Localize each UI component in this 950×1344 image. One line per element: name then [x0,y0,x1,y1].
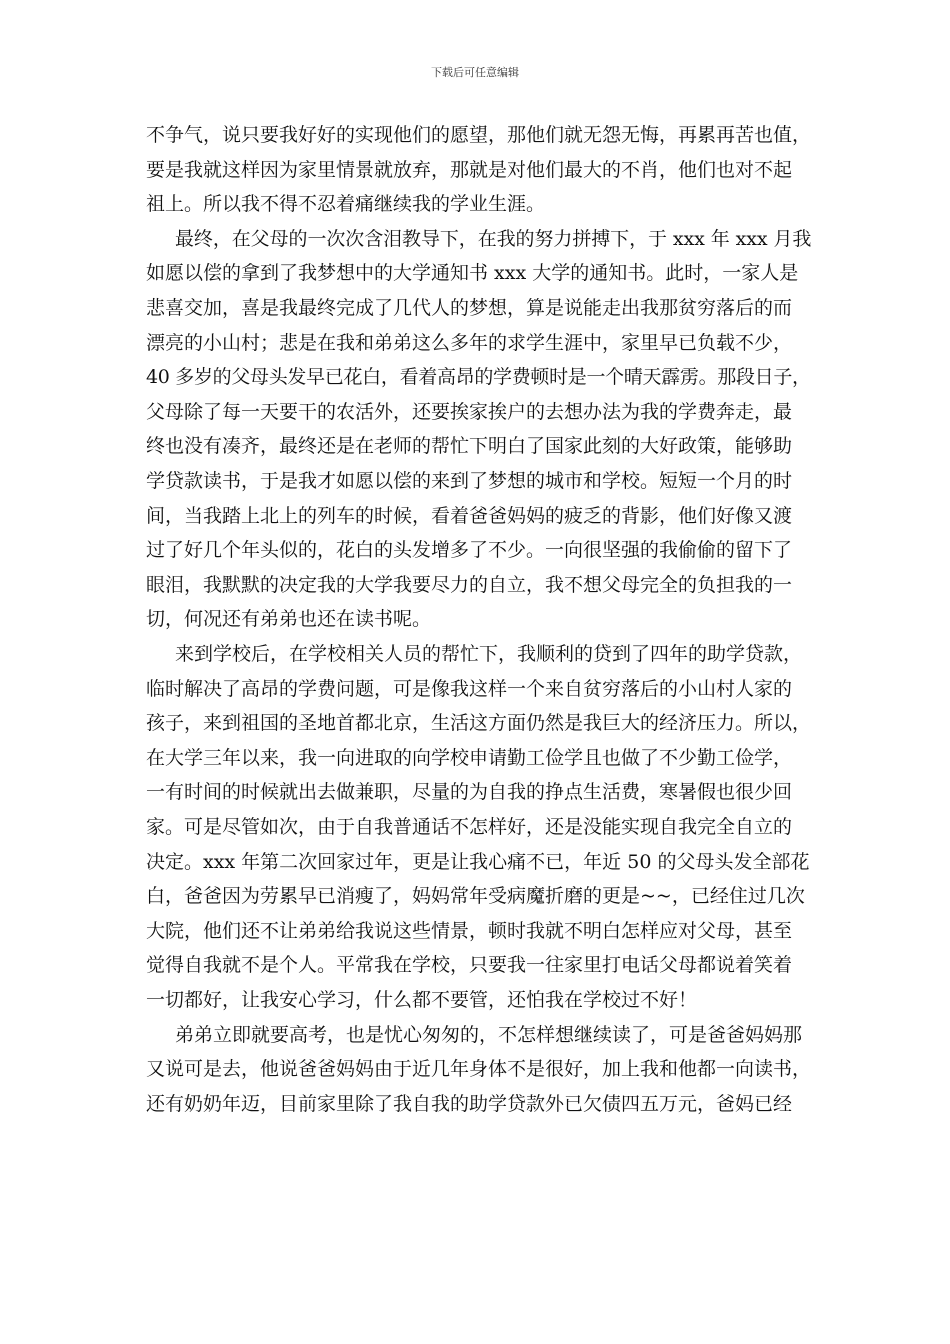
text-line: 一切都好，让我安心学习，什么都不要管，还怕我在学校过不好！ [146,989,698,1011]
text-line: 悲喜交加，喜是我最终完成了几代人的梦想，算是说能走出我那贫穷落后的而 [146,297,793,319]
text-line: 要是我就这样因为家里情景就放弃，那就是对他们最大的不肖，他们也对不起 [146,158,793,181]
text-line: 在大学三年以来，我一向进取的向学校申请勤工俭学且也做了不少勤工俭学， [146,746,793,769]
text-line: 眼泪，我默默的决定我的大学我要尽力的自立，我不想父母完全的负担我的一 [146,573,793,596]
text-line: 家。可是尽管如次，由于自我普通话不怎样好，还是没能实现自我完全自立的 [146,816,793,838]
text-line: 白，爸爸因为劳累早已消瘦了，妈妈常年受病魔折磨的更是~~，已经住过几次 [146,885,805,908]
text-line: 切，何况还有弟弟也还在读书呢。 [146,608,432,631]
text-line: 最终，在父母的一次次含泪教导下，在我的努力拼搏下，于 xxx 年 xxx 月我 [175,227,812,250]
text-line: 学贷款读书，于是我才如愿以偿的来到了梦想的城市和学校。短短一个月的时 [146,470,793,492]
text-line: 漂亮的小山村；悲是在我和弟弟这么多年的求学生涯中，家里早已负载不少， [146,331,793,354]
text-line: 过了好几个年头似的，花白的头发增多了不少。一向很坚强的我偷偷的留下了 [146,539,793,562]
text-line: 觉得自我就不是个人。平常我在学校，只要我一往家里打电话父母都说着笑着 [146,954,793,977]
text-line: 又说可是去，他说爸爸妈妈由于近几年身体不是很好，加上我和他都一向读书， [146,1058,812,1081]
text-line: 孩子，来到祖国的圣地首都北京，生活这方面仍然是我巨大的经济压力。所以， [146,712,812,735]
text-line: 间，当我踏上北上的列车的时候，看着爸爸妈妈的疲乏的背影，他们好像又渡 [146,504,793,527]
text-line: 父母除了每一天要干的农活外，还要挨家挨户的去想办法为我的学费奔走，最 [146,400,793,423]
page-header: 下载后可任意编辑 [431,66,519,79]
text-line: 弟弟立即就要高考，也是忧心匆匆的，不怎样想继续读了，可是爸爸妈妈那 [175,1023,803,1046]
text-line: 还有奶奶年迈，目前家里除了我自我的助学贷款外已欠债四五万元，爸妈已经 [146,1092,793,1115]
text-line: 来到学校后，在学校相关人员的帮忙下，我顺利的贷到了四年的助学贷款， [175,643,803,665]
text-line: 大院，他们还不让弟弟给我说这些情景，顿时我就不明白怎样应对父母，甚至 [146,919,793,942]
text-line: 终也没有凑齐，最终还是在老师的帮忙下明白了国家此刻的大好政策，能够助 [146,435,793,458]
text-line: 决定。xxx 年第二次回家过年，更是让我心痛不已，年近 50 的父母头发全部花 [146,850,810,873]
text-line: 不争气，说只要我好好的实现他们的愿望，那他们就无怨无悔，再累再苦也值， [146,124,812,146]
text-line: 40 多岁的父母头发早已花白，看着高昂的学费顿时是一个晴天霹雳。那段日子， [146,366,811,389]
text-line: 祖上。所以我不得不忍着痛继续我的学业生涯。 [146,193,546,216]
text-line: 一有时间的时候就出去做兼职，尽量的为自我的挣点生活费，寒暑假也很少回 [146,781,793,804]
text-line: 如愿以偿的拿到了我梦想中的大学通知书 xxx 大学的通知书。此时，一家人是 [146,262,799,285]
text-line: 临时解决了高昂的学费问题，可是像我这样一个来自贫穷落后的小山村人家的 [146,677,793,700]
